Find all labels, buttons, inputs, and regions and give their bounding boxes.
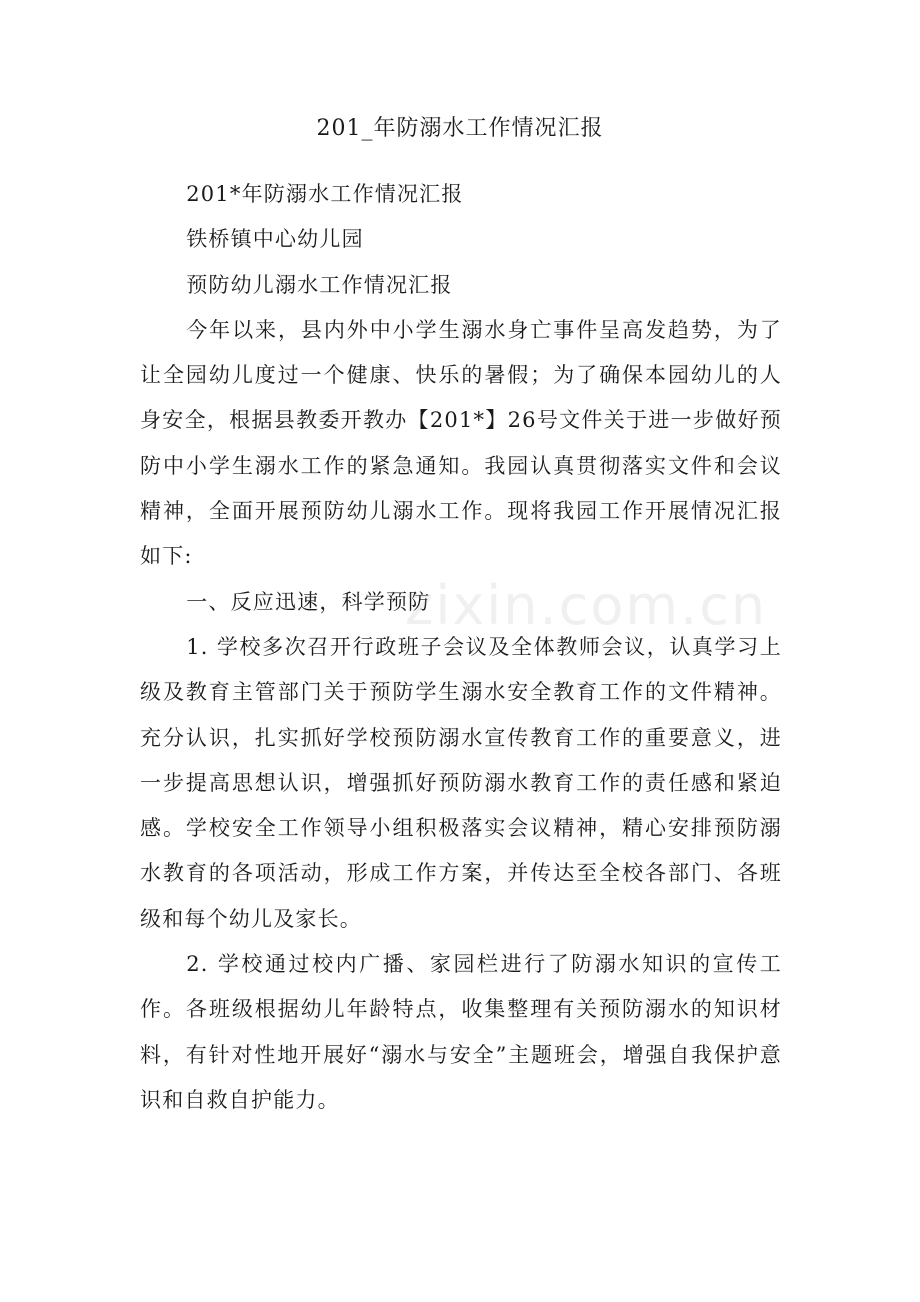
- paragraph-intro: 今年以来，县内外中小学生溺水身亡事件呈高发趋势，为了让全园幼儿度过一个健康、快乐的暑假；为了确保本园幼儿的人身安全，根据县教委开教办【201*】26号文件关于进一步做好预防中小学生溺水工作的紧急通知。我园认真贯彻落实文件和会议精神，全面开展预防幼儿溺水工作。现将我园工作开展情况汇报如下:: [140, 317, 782, 569]
- watermark: zixin.com.cn: [405, 574, 768, 637]
- paragraph-item-2: 2. 学校通过校内广播、家园栏进行了防溺水知识的宣传工作。各班级根据幼儿年龄特点，收集整理有关预防溺水的知识材料，有针对性地开展好“溺水与安全”主题班会，增强自我保护意识和自救自护能力。: [140, 952, 782, 1112]
- document-body: [140, 172, 782, 1123]
- document-title: 201_年防溺水工作情况汇报: [316, 116, 604, 141]
- paragraph-heading: 201*年防溺水工作情况汇报: [186, 182, 464, 206]
- paragraph-organization: 铁桥镇中心幼儿园: [186, 227, 364, 252]
- paragraph-subtitle: 预防幼儿溺水工作情况汇报: [186, 272, 453, 297]
- section-heading-1: 一、反应迅速，科学预防: [186, 589, 431, 614]
- paragraph-item-1: 1. 学校多次召开行政班子会议及全体教师会议，认真学习上级及教育主管部门关于预防学生溺水安全教育工作的文件精神。充分认识，扎实抓好学校预防溺水宣传教育工作的重要意义，进一步提高思想认识，增强抓好预防溺水教育工作的责任感和紧迫感。学校安全工作领导小组积极落实会议精神，精心安排预防溺水教育的各项活动，形成工作方案，并传达至全校各部门、各班级和每个幼儿及家长。: [140, 634, 782, 931]
